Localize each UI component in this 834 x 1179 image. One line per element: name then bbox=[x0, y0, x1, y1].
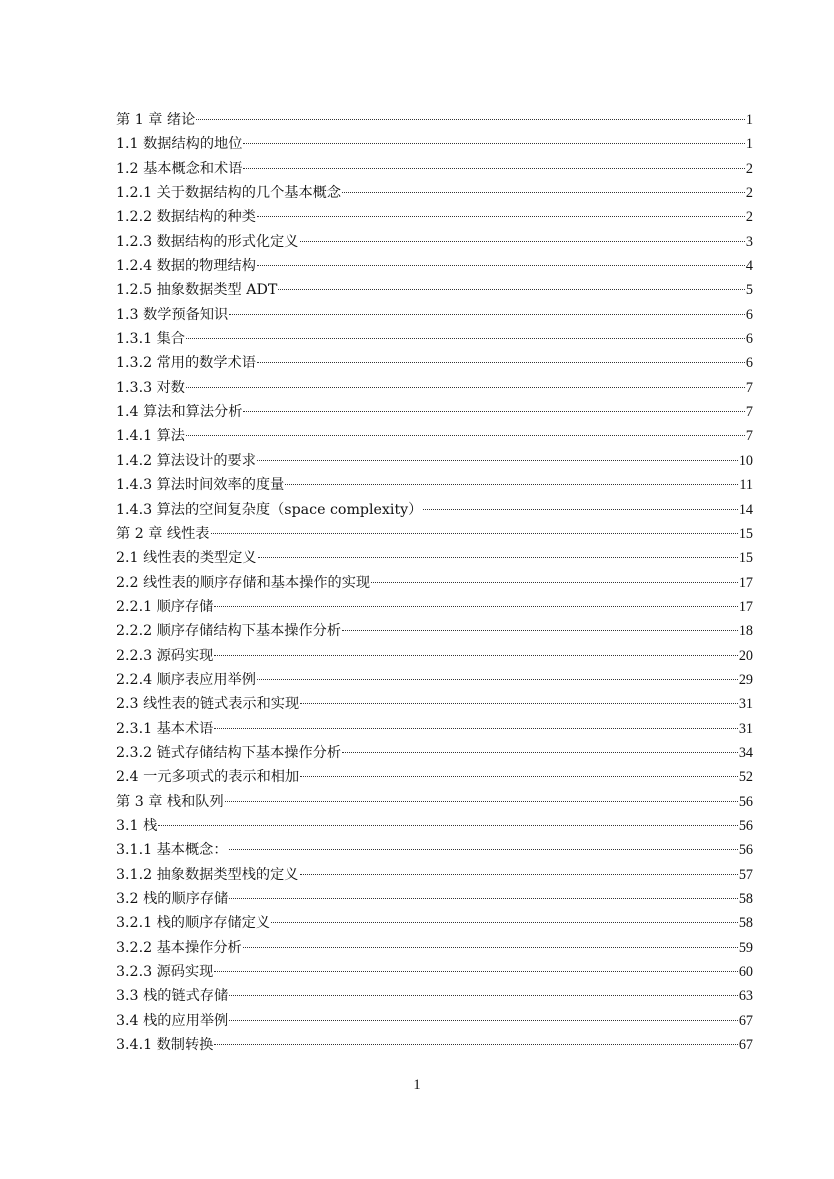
toc-entry-page: 1 bbox=[745, 136, 753, 153]
toc-entry-page: 17 bbox=[738, 574, 753, 591]
toc-entry-page: 4 bbox=[745, 258, 753, 275]
toc-entry[interactable] bbox=[116, 936, 753, 960]
toc-entry-title: 2.3.2 链式存储结构下基本操作分析 bbox=[116, 744, 342, 761]
toc-dot-leader bbox=[243, 168, 745, 169]
toc-dot-leader bbox=[285, 484, 738, 485]
toc-dot-leader bbox=[342, 630, 738, 631]
toc-entry-page: 6 bbox=[745, 331, 753, 348]
toc-dot-leader bbox=[271, 922, 738, 923]
toc-dot-leader bbox=[225, 801, 738, 802]
page-number: 1 bbox=[413, 1077, 421, 1093]
toc-dot-leader bbox=[186, 435, 745, 436]
toc-entry-page: 11 bbox=[739, 477, 753, 494]
toc-entry-title: 2.1 线性表的类型定义 bbox=[116, 550, 257, 567]
toc-dot-leader bbox=[371, 582, 738, 583]
toc-entry-title: 1.2 基本概念和术语 bbox=[116, 160, 243, 177]
toc-entry-page: 58 bbox=[738, 891, 753, 907]
toc-dot-leader bbox=[243, 411, 745, 412]
toc-entry-title: 3.4 栈的应用举例 bbox=[116, 1012, 229, 1029]
toc-dot-leader bbox=[257, 362, 745, 363]
toc-dot-leader bbox=[278, 289, 745, 290]
toc-entry-page: 34 bbox=[738, 744, 753, 761]
toc-entry-title: 1.3.2 常用的数学术语 bbox=[116, 355, 256, 372]
toc-entry[interactable] bbox=[116, 1009, 753, 1033]
toc-entry[interactable] bbox=[116, 473, 753, 497]
toc-entry-title: 3.3 栈的链式存储 bbox=[116, 988, 229, 1005]
toc-entry-page: 7 bbox=[745, 379, 753, 396]
toc-dot-leader bbox=[243, 947, 738, 948]
toc-entry-title: 2.4 一元多项式的表示和相加 bbox=[116, 769, 300, 786]
toc-entry-title: 3.1.2 抽象数据类型栈的定义 bbox=[116, 866, 299, 883]
toc-entry-page: 5 bbox=[745, 282, 753, 299]
toc-entry[interactable] bbox=[116, 960, 753, 984]
toc-entry[interactable] bbox=[116, 692, 753, 716]
toc-entry-title: 1.2.5 抽象数据类型 ADT bbox=[116, 282, 278, 299]
toc-entry-title: 1.3 数学预备知识 bbox=[116, 306, 229, 323]
toc-entry-page: 67 bbox=[738, 1012, 753, 1029]
toc-dot-leader bbox=[342, 192, 745, 193]
toc-entry[interactable] bbox=[116, 790, 753, 814]
toc-entry-page: 15 bbox=[738, 550, 753, 567]
toc-entry[interactable] bbox=[116, 595, 753, 619]
toc-dot-leader bbox=[158, 825, 738, 826]
toc-entry-page: 7 bbox=[745, 428, 753, 445]
toc-dot-leader bbox=[186, 338, 745, 339]
toc-entry[interactable] bbox=[116, 571, 753, 595]
toc-entry-page: 7 bbox=[745, 404, 753, 421]
toc-entry[interactable] bbox=[116, 351, 753, 375]
table-of-contents bbox=[116, 108, 753, 1057]
toc-entry-title: 1.3.1 集合 bbox=[116, 331, 185, 348]
toc-entry[interactable] bbox=[116, 838, 753, 862]
toc-entry[interactable] bbox=[116, 546, 753, 570]
toc-dot-leader bbox=[257, 265, 745, 266]
toc-entry-page: 2 bbox=[745, 209, 753, 226]
toc-dot-leader bbox=[300, 703, 738, 704]
toc-entry-title: 2.2 线性表的顺序存储和基本操作的实现 bbox=[116, 574, 371, 591]
toc-entry[interactable] bbox=[116, 303, 753, 327]
toc-entry-page: 63 bbox=[738, 988, 753, 1005]
toc-entry-title: 2.3 线性表的链式表示和实现 bbox=[116, 696, 300, 713]
toc-dot-leader bbox=[229, 898, 738, 899]
toc-dot-leader bbox=[214, 1044, 737, 1045]
toc-dot-leader bbox=[214, 606, 737, 607]
toc-dot-leader bbox=[300, 241, 745, 242]
toc-dot-leader bbox=[300, 874, 738, 875]
toc-entry-title: 2.3.1 基本术语 bbox=[116, 720, 214, 737]
toc-dot-leader bbox=[423, 509, 737, 510]
toc-entry[interactable] bbox=[116, 230, 753, 254]
toc-entry-page: 56 bbox=[738, 793, 753, 810]
toc-entry-page: 17 bbox=[738, 598, 753, 615]
toc-entry-title: 2.2.3 源码实现 bbox=[116, 647, 214, 664]
toc-dot-leader bbox=[229, 314, 745, 315]
toc-entry-title: 1.2.3 数据结构的形式化定义 bbox=[116, 233, 299, 250]
toc-entry-title: 3.1 栈 bbox=[116, 817, 158, 834]
toc-entry[interactable] bbox=[116, 765, 753, 789]
toc-entry[interactable] bbox=[116, 619, 753, 643]
toc-entry[interactable] bbox=[116, 205, 753, 229]
toc-entry[interactable] bbox=[116, 327, 753, 351]
toc-entry-page: 52 bbox=[738, 769, 753, 786]
toc-entry[interactable] bbox=[116, 717, 753, 741]
toc-entry[interactable] bbox=[116, 181, 753, 205]
toc-entry[interactable] bbox=[116, 668, 753, 692]
toc-entry-page: 10 bbox=[738, 452, 753, 469]
toc-dot-leader bbox=[257, 216, 745, 217]
toc-entry-page: 3 bbox=[745, 233, 753, 250]
toc-entry-page: 60 bbox=[738, 964, 753, 981]
toc-entry[interactable] bbox=[116, 498, 753, 522]
toc-dot-leader bbox=[257, 679, 738, 680]
toc-entry[interactable] bbox=[116, 522, 753, 546]
toc-entry-title: 3.2.1 栈的顺序存储定义 bbox=[116, 915, 271, 932]
toc-entry[interactable] bbox=[116, 911, 753, 935]
toc-entry[interactable] bbox=[116, 400, 753, 424]
toc-entry-title: 1.2.4 数据的物理结构 bbox=[116, 258, 256, 275]
toc-dot-leader bbox=[214, 728, 737, 729]
toc-dot-leader bbox=[186, 387, 745, 388]
toc-entry-title: 第 2 章 线性表 bbox=[116, 525, 210, 542]
toc-entry[interactable] bbox=[116, 1033, 753, 1057]
toc-entry-page: 15 bbox=[738, 525, 753, 542]
toc-entry-page: 6 bbox=[745, 355, 753, 372]
toc-entry-page: 31 bbox=[738, 696, 753, 713]
toc-entry[interactable] bbox=[116, 424, 753, 448]
toc-entry-title: 第 3 章 栈和队列 bbox=[116, 793, 224, 810]
toc-dot-leader bbox=[257, 460, 738, 461]
toc-dot-leader bbox=[258, 557, 738, 558]
toc-entry-page: 2 bbox=[745, 185, 753, 202]
toc-entry-title: 3.2.2 基本操作分析 bbox=[116, 939, 242, 956]
toc-entry[interactable] bbox=[116, 278, 753, 302]
toc-entry[interactable] bbox=[116, 376, 753, 400]
toc-dot-leader bbox=[214, 971, 737, 972]
toc-entry-title: 1.2.2 数据结构的种类 bbox=[116, 209, 256, 226]
toc-entry-page: 6 bbox=[745, 306, 753, 323]
toc-dot-leader bbox=[243, 143, 745, 144]
toc-entry-title: 2.2.4 顺序表应用举例 bbox=[116, 671, 256, 688]
toc-dot-leader bbox=[342, 752, 738, 753]
toc-entry[interactable] bbox=[116, 741, 753, 765]
toc-entry[interactable] bbox=[116, 644, 753, 668]
toc-dot-leader bbox=[300, 776, 738, 777]
toc-entry-page: 2 bbox=[745, 160, 753, 177]
toc-entry-page: 56 bbox=[738, 842, 753, 859]
toc-entry[interactable] bbox=[116, 132, 753, 156]
toc-entry-title: 1.4.3 算法时间效率的度量 bbox=[116, 477, 285, 494]
toc-dot-leader bbox=[196, 119, 745, 120]
toc-entry-title: 1.4 算法和算法分析 bbox=[116, 404, 243, 421]
toc-entry-page: 58 bbox=[738, 915, 753, 932]
toc-entry-title: 3.4.1 数制转换 bbox=[116, 1037, 214, 1054]
toc-entry[interactable] bbox=[116, 449, 753, 473]
toc-entry-title: 1.4.3 算法的空间复杂度（space complexity） bbox=[116, 501, 423, 518]
toc-entry-page: 18 bbox=[738, 623, 753, 640]
toc-entry-title: 2.2.2 顺序存储结构下基本操作分析 bbox=[116, 623, 342, 640]
toc-entry[interactable] bbox=[116, 887, 753, 911]
toc-entry-page: 20 bbox=[738, 647, 753, 664]
toc-entry[interactable] bbox=[116, 254, 753, 278]
toc-entry-title: 3.1.1 基本概念： bbox=[116, 842, 228, 859]
toc-dot-leader bbox=[229, 995, 738, 996]
toc-entry-page: 1 bbox=[745, 112, 753, 128]
toc-entry-title: 1.4.2 算法设计的要求 bbox=[116, 452, 256, 469]
toc-entry[interactable] bbox=[116, 863, 753, 887]
toc-entry-page: 57 bbox=[738, 866, 753, 883]
toc-entry-title: 2.2.1 顺序存储 bbox=[116, 598, 214, 615]
toc-entry-page: 14 bbox=[738, 501, 753, 518]
toc-entry-page: 67 bbox=[738, 1037, 753, 1054]
toc-entry-title: 1.3.3 对数 bbox=[116, 379, 185, 396]
toc-entry-title: 3.2.3 源码实现 bbox=[116, 964, 214, 981]
toc-entry-title: 1.2.1 关于数据结构的几个基本概念 bbox=[116, 185, 342, 202]
toc-entry-title: 1.1 数据结构的地位 bbox=[116, 136, 243, 153]
toc-dot-leader bbox=[229, 849, 738, 850]
toc-entry[interactable] bbox=[116, 108, 753, 132]
toc-entry[interactable] bbox=[116, 984, 753, 1008]
toc-entry-page: 29 bbox=[738, 671, 753, 688]
toc-dot-leader bbox=[229, 1020, 738, 1021]
toc-entry-page: 31 bbox=[738, 720, 753, 737]
toc-entry[interactable] bbox=[116, 157, 753, 181]
toc-entry-title: 1.4.1 算法 bbox=[116, 428, 185, 445]
toc-entry[interactable] bbox=[116, 814, 753, 838]
toc-dot-leader bbox=[211, 533, 738, 534]
toc-dot-leader bbox=[214, 655, 737, 656]
toc-entry-page: 56 bbox=[738, 817, 753, 834]
toc-entry-title: 3.2 栈的顺序存储 bbox=[116, 891, 229, 907]
toc-entry-page: 59 bbox=[738, 939, 753, 956]
toc-entry-title: 第 1 章 绪论 bbox=[116, 112, 196, 128]
